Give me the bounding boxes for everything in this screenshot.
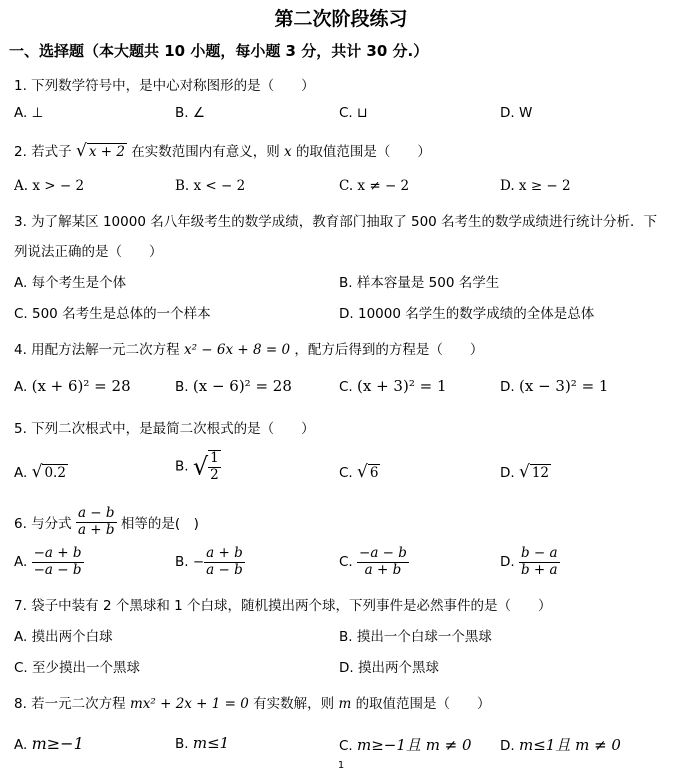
q5-option-a: A. √ 0.2 [14, 462, 66, 482]
q1-option-b: B. ∠ [175, 105, 205, 121]
q7-option-a: A. 摸出两个白球 [14, 629, 113, 645]
q4-option-d: D. (x − 3)² = 1 [500, 377, 609, 395]
q6-option-c: C. $\frac{-a - b}{a + b}$ [339, 545, 407, 578]
q8-option-b: B. m≤1 [175, 734, 230, 752]
q2-radical: √ x + 2 [75, 141, 125, 161]
q4-stem [14, 338, 483, 358]
q5-option-d: D. √ 12 [500, 462, 550, 482]
q2-stem-post: 在实数范围内有意义，则 [131, 144, 280, 160]
q5-option-b: B. √ $\frac{1}{2}$ [175, 450, 219, 483]
q5-stem: 5. 下列二次根式中，是最简二次根式的是（ ） [14, 421, 315, 437]
section-heading: 一、选择题（本大题共 10 小题，每小题 3 分，共计 30 分.） [9, 42, 429, 60]
q8-stem: 8. 若一元二次方程 mx² + 2x + 1 = 0 有实数解，则 m 的取值范围是（ ） [14, 696, 491, 712]
q6-option-b: B. − $\frac{a + b}{a - b}$ [175, 545, 243, 578]
q4-option-a: A. (x + 6)² = 28 [14, 377, 131, 395]
q4-equation: x² − 6x + 8 = 0 [183, 342, 291, 358]
q4-stem-pre: 4. 用配方法解一元二次方程 [14, 342, 180, 358]
q6-fraction: $\frac{a - b}{a + b}$ [77, 505, 115, 538]
q8-option-a: A. m≥−1 [14, 734, 84, 753]
q2-option-a: A. x > − 2 [14, 178, 85, 194]
q3-option-c: C. 500 名考生是总体的一个样本 [14, 306, 211, 322]
q2-stem [14, 140, 431, 161]
q2-option-c: C. x ≠ − 2 [339, 178, 410, 194]
q4-option-b: B. (x − 6)² = 28 [175, 377, 292, 395]
q7-option-b: B. 摸出一个白球一个黑球 [339, 629, 492, 645]
q4-stem-post: ，配方后得到的方程是（ ） [294, 342, 484, 358]
q1-option-a: A. ⊥ [14, 105, 44, 121]
q1-option-c: C. ⊔ [339, 105, 368, 121]
page-title: 第二次阶段练习 [274, 8, 408, 30]
q5-option-c: C. √ 6 [339, 462, 379, 482]
q2-option-b: B. x < − 2 [175, 178, 246, 194]
q2-option-d: D. x ≥ − 2 [500, 178, 571, 194]
q7-option-c: C. 至少摸出一个黑球 [14, 660, 141, 676]
q2-var: x [284, 144, 292, 160]
q8-equation: mx² + 2x + 1 = 0 [129, 696, 249, 712]
q4-option-c: C. (x + 3)² = 1 [339, 377, 447, 395]
q3-option-d: D. 10000 名学生的数学成绩的全体是总体 [339, 306, 595, 322]
q3-option-b: B. 样本容量是 500 名学生 [339, 275, 500, 291]
q8-option-d: D. m≤1且 m ≠ 0 [500, 736, 621, 754]
q2-radicand: x + 2 [88, 144, 125, 160]
q7-option-d: D. 摸出两个黑球 [339, 660, 439, 676]
q3-option-a: A. 每个考生是个体 [14, 275, 127, 291]
q1-option-d: D. W [500, 105, 533, 121]
q3-stem-line1: 3. 为了解某区 10000 名八年级考生的数学成绩，教育部门抽取了 500 名考生的数学成绩进行统计分析．下 [14, 214, 658, 230]
page-number: 1 [337, 760, 345, 771]
q2-stem-pre: 2. 若式子 [14, 144, 72, 160]
q2-stem-end: 的取值范围是（ ） [295, 144, 431, 160]
q3-stem-line2: 列说法正确的是（ ） [14, 244, 163, 260]
q6-option-d: D. $\frac{b - a}{b + a}$ [500, 545, 558, 578]
q6-stem: 6. 与分式 $\frac{a - b}{a + b}$ 相等的是( ) [14, 505, 199, 538]
q7-stem: 7. 袋子中装有 2 个黑球和 1 个白球，随机摸出两个球，下列事件是必然事件的是（ ） [14, 598, 552, 614]
q1-stem: 1. 下列数学符号中，是中心对称图形的是（ ） [14, 78, 315, 94]
q8-option-c: C. m≥−1且 m ≠ 0 [339, 736, 472, 754]
q6-option-a: A. $\frac{-a + b}{-a - b}$ [14, 545, 82, 578]
